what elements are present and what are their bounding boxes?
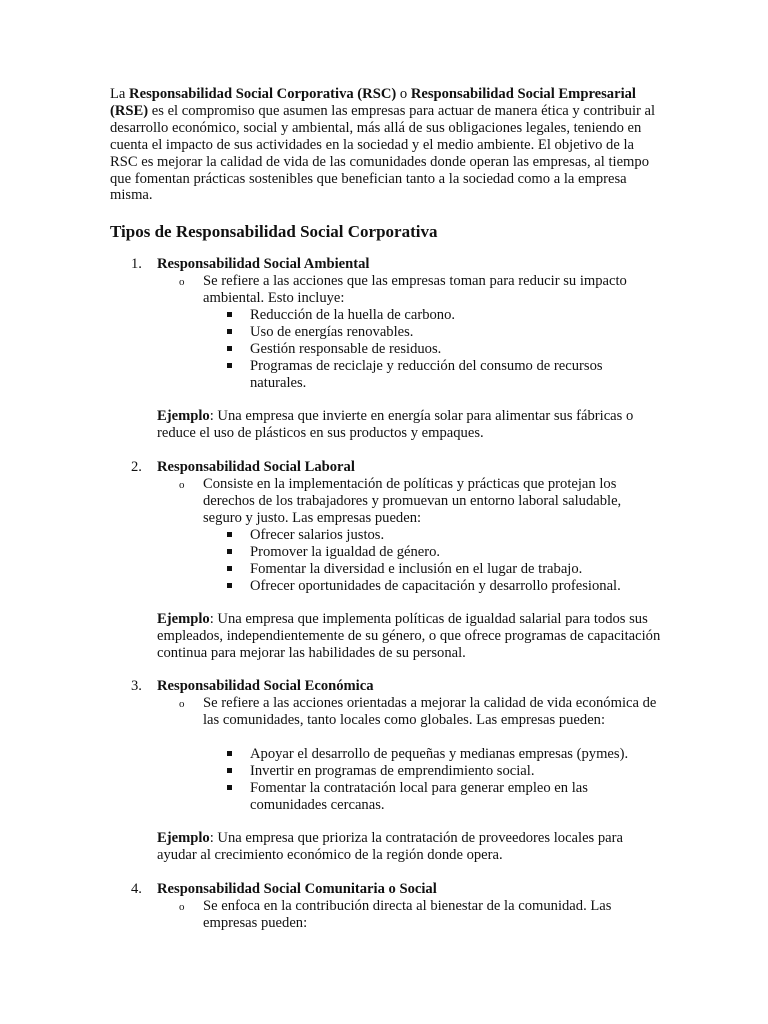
section-description: Consiste en la implementación de políticas y prácticas que protejan los derechos de los trabajadores y promuevan un entorno laboral saludable, seguro y justo. Las empresas pueden: [203,476,622,526]
square-bullet-icon [227,751,232,756]
intro-text: o [396,86,411,102]
section-title: Responsabilidad Social Laboral [157,459,355,475]
list-item: Fomentar la diversidad e inclusión en el lugar de trabajo. [250,561,583,577]
square-bullet-icon [227,363,232,368]
section-description: Se refiere a las acciones orientadas a mejorar la calidad de vida económica de las comunidades, tanto locales como globales. Las empresas pueden: [203,695,657,728]
section-description: Se refiere a las acciones que las empresas toman para reducir su impacto ambiental. Esto incluye: [203,273,627,306]
list-item: Invertir en programas de emprendimiento social. [250,763,535,779]
section-description: Se enfoca en la contribución directa al bienestar de la comunidad. Las empresas pueden: [203,898,612,931]
section-title: Responsabilidad Social Ambiental [157,256,370,272]
intro-text: La [110,86,130,102]
list-item: Programas de reciclaje y reducción del consumo de recursos naturales. [250,358,603,391]
square-bullet-icon [227,785,232,790]
square-bullet-icon [227,549,232,554]
list-number: 4. [131,881,142,897]
example-paragraph [157,408,663,442]
example-label: Ejemplo [157,830,210,846]
example-paragraph [157,611,663,662]
intro-term-rse: Responsabilidad Social Empresarial (RSE) [110,86,636,119]
list-item: Ofrecer salarios justos. [250,527,385,543]
example-text: : Una empresa que prioriza la contratación de proveedores locales para ayudar al crecimiento económico de la región donde opera. [157,830,623,863]
list-item: Reducción de la huella de carbono. [250,307,456,323]
list-item: Ofrecer oportunidades de capacitación y desarrollo profesional. [250,578,621,594]
example-text: : Una empresa que invierte en energía solar para alimentar sus fábricas o reduce el uso de plásticos en sus productos y empaques. [157,408,634,441]
square-bullet-icon [227,583,232,588]
intro-term-rsc: Responsabilidad Social Corporativa (RSC) [129,86,397,102]
intro-text: es el compromiso que asumen las empresas para actuar de manera ética y contribuir al desarrollo económico, social y ambiental, más allá de sus obligaciones legales, teniendo en cuenta el impacto de sus actividades en la sociedad y el medio ambiente. El objetivo de la RSC es mejorar la calidad de vida de las comunidades donde operan las empresas, al tiempo que fomentan prácticas sostenibles que benefician tanto a la sociedad como a la empresa misma. [110,102,656,204]
list-number: 1. [131,256,142,272]
section-title: Responsabilidad Social Comunitaria o Social [157,881,437,897]
square-bullet-icon [227,566,232,571]
square-bullet-icon [227,768,232,773]
list-number: 2. [131,459,142,475]
section-title: Responsabilidad Social Económica [157,678,374,694]
circle-bullet-icon: o [179,901,185,913]
circle-bullet-icon: o [179,276,185,288]
list-item: Uso de energías renovables. [250,324,414,340]
square-bullet-icon [227,532,232,537]
example-text: : Una empresa que implementa políticas de igualdad salarial para todos sus empleados, independientemente de su género, o que ofrece programas de capacitación continua para mejorar las habilidades de su personal. [157,611,661,661]
list-item: Apoyar el desarrollo de pequeñas y medianas empresas (pymes). [250,746,629,762]
list-item: Fomentar la contratación local para generar empleo en las comunidades cercanas. [250,780,588,813]
list-number: 3. [131,678,142,694]
square-bullet-icon [227,312,232,317]
square-bullet-icon [227,329,232,334]
circle-bullet-icon: o [179,479,185,491]
example-label: Ejemplo [157,408,210,424]
example-label: Ejemplo [157,611,210,627]
section-heading: Tipos de Responsabilidad Social Corporativa [110,222,438,241]
example-paragraph [157,830,663,864]
list-item: Promover la igualdad de género. [250,544,441,560]
circle-bullet-icon: o [179,698,185,710]
intro-paragraph [110,86,662,204]
square-bullet-icon [227,346,232,351]
list-item: Gestión responsable de residuos. [250,341,442,357]
